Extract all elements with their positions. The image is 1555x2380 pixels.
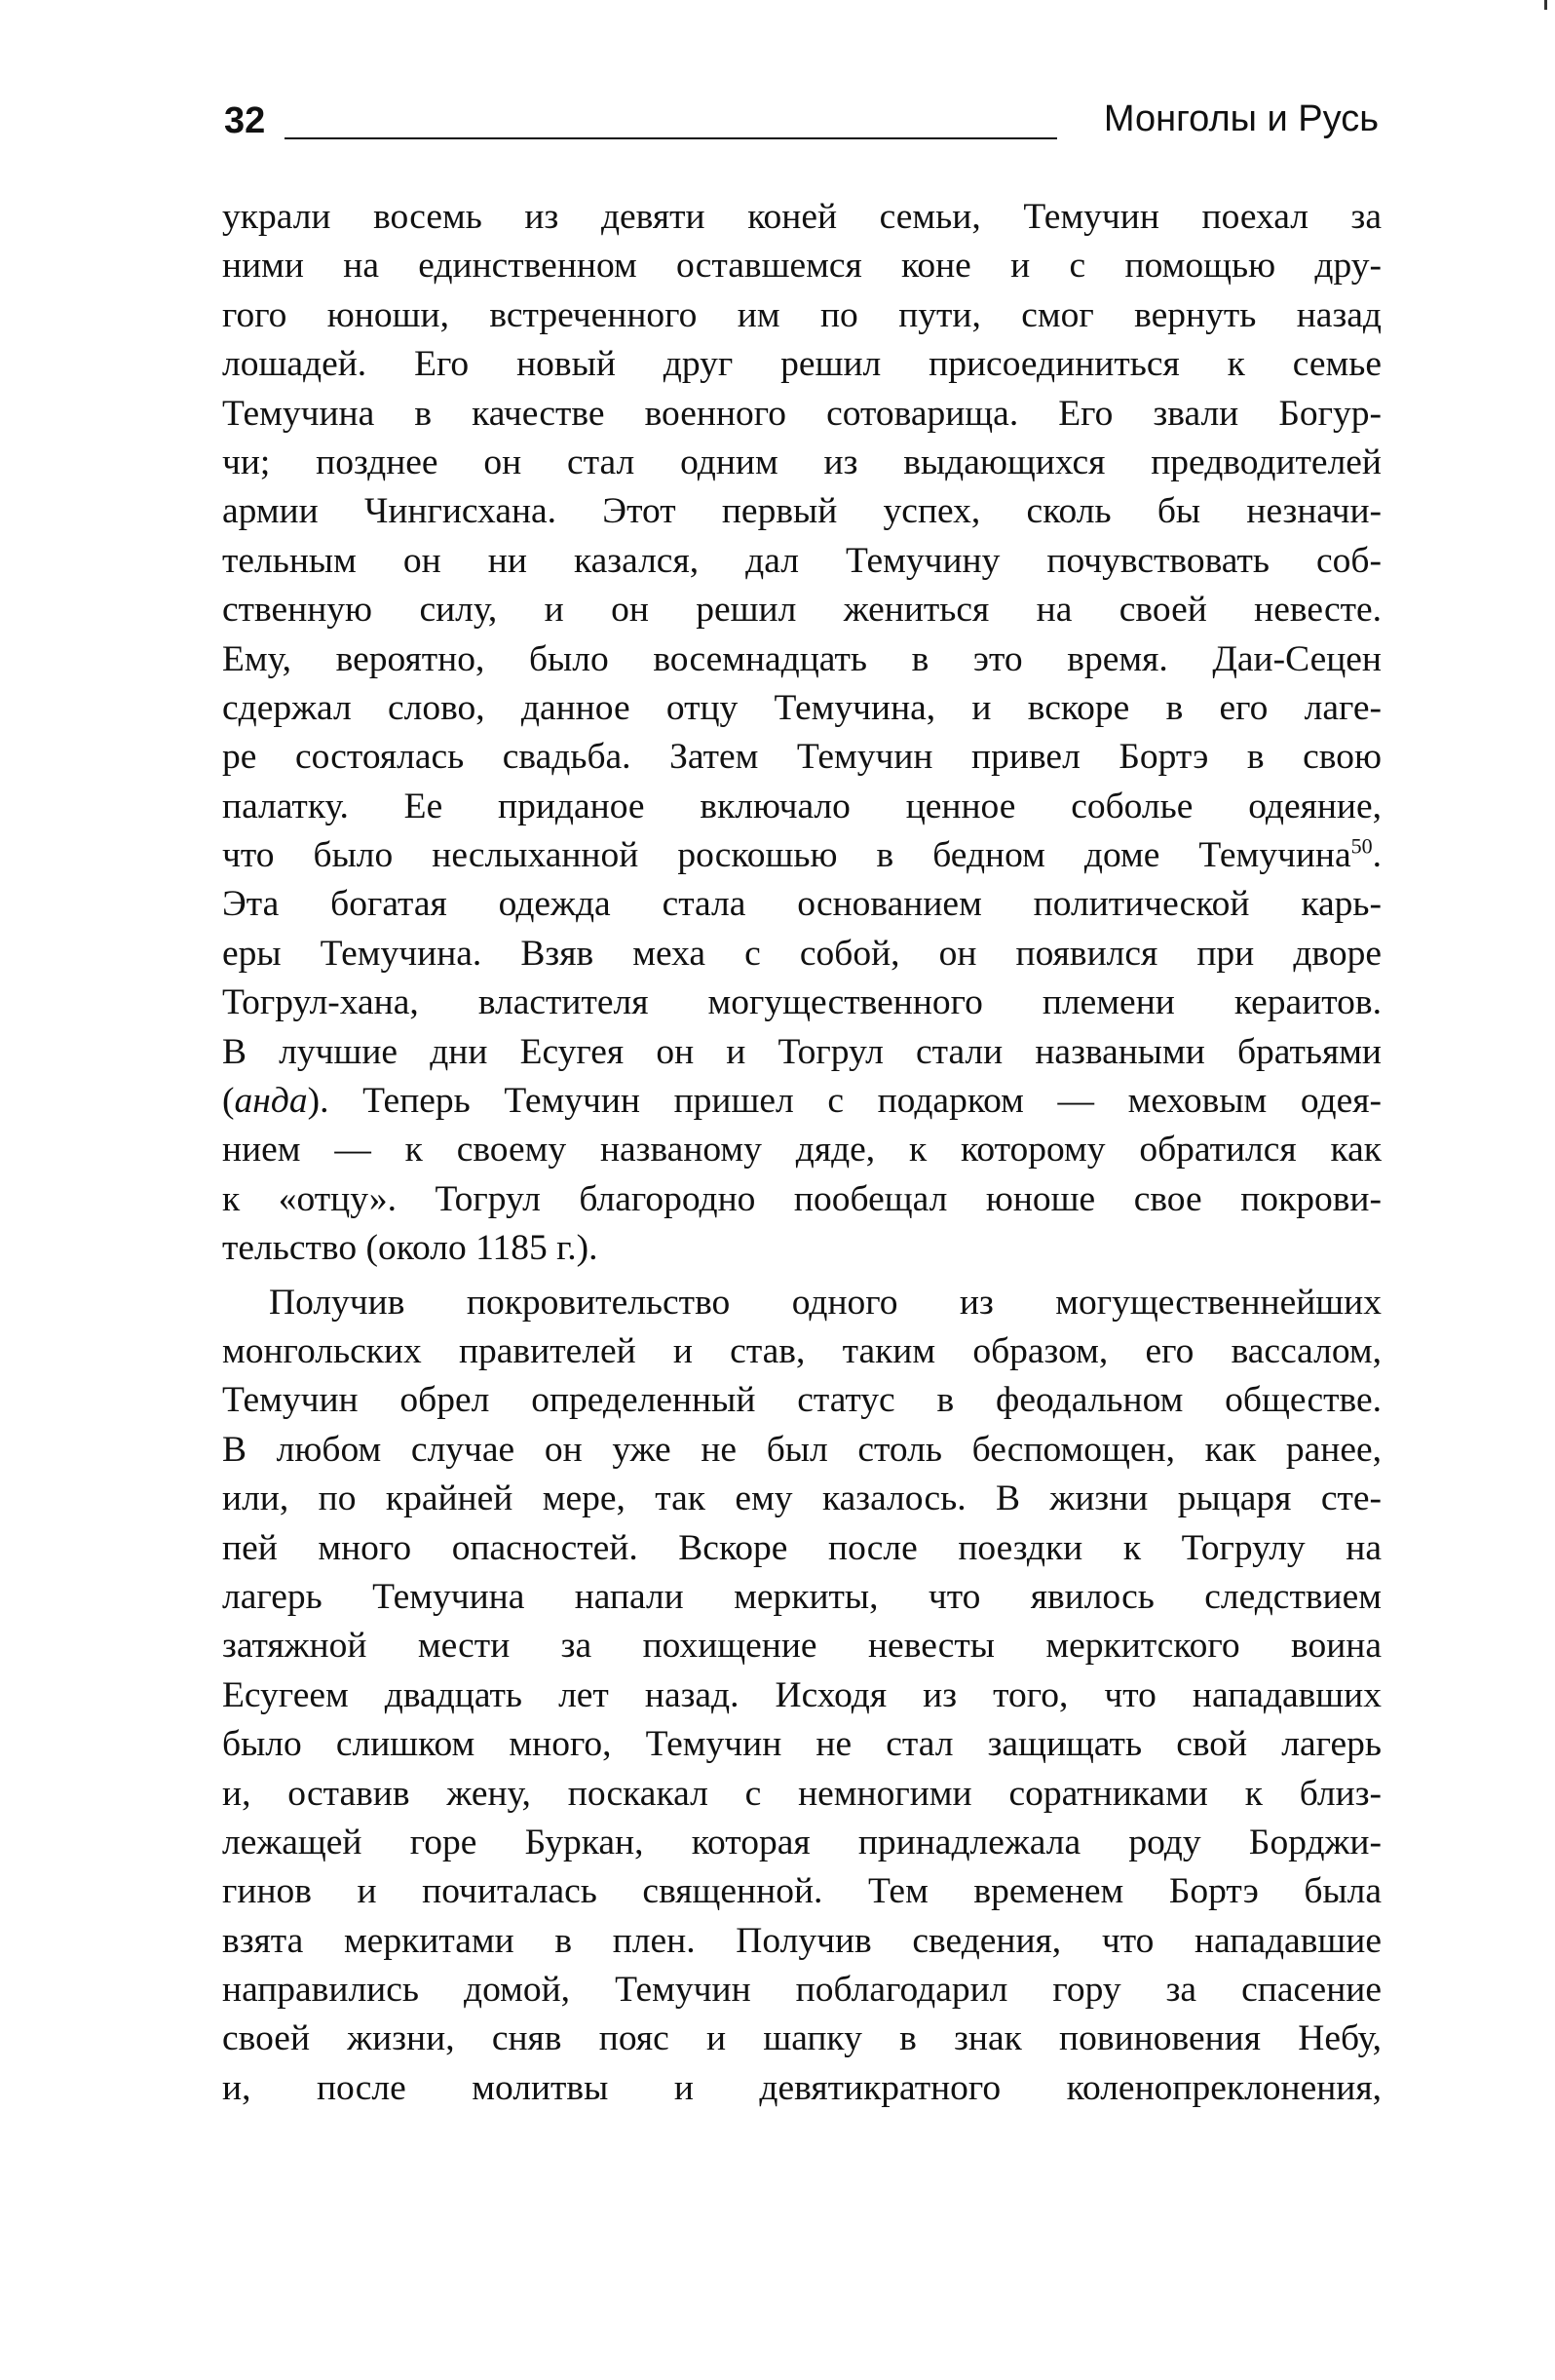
text-line: армии Чингисхана. Этот первый успех, сколь бы незначи- (222, 491, 1382, 532)
text-line-with-italic (222, 1077, 1382, 1126)
page-number: 32 (224, 100, 266, 141)
text-line: гинов и почиталась священной. Тем временем Бортэ была (222, 1871, 1382, 1912)
text-line: лошадей. Его новый друг решил присоединиться к семье (222, 344, 1382, 385)
text-line: нием — к своему названому дяде, к которому обратился как (222, 1130, 1382, 1171)
text-line: взята меркитами в плен. Получив сведения, что нападавшие (222, 1920, 1382, 1961)
running-title: Монголы и Русь (1103, 98, 1379, 139)
line-period: . (1372, 835, 1382, 876)
text-line: или, по крайней мере, так ему казалось. В жизни рыцаря сте- (222, 1478, 1382, 1519)
body-text (222, 193, 1382, 2113)
text-line: Темучин обрел определенный статус в феодальном обществе. (222, 1380, 1382, 1421)
text-line: было слишком много, Темучин не стал защищать свой лагерь (222, 1724, 1382, 1765)
text-line: В лучшие дни Есугея он и Тогрул стали назваными братьями (222, 1031, 1382, 1072)
header-rule (284, 137, 1057, 139)
text-line: ственную силу, и он решил жениться на своей невесте. (222, 590, 1382, 631)
footnote-reference[interactable]: 50 (1350, 833, 1373, 859)
text-line: Эта богатая одежда стала основанием политической карь- (222, 884, 1382, 925)
text-line: и, после молитвы и девятикратного коленопреклонения, (222, 2067, 1382, 2108)
text-line: и, оставив жену, поскакал с немногими соратниками к близ- (222, 1773, 1382, 1814)
text-line: гого юноши, встреченного им по пути, смог вернуть назад (222, 294, 1382, 335)
text-line: чи; позднее он стал одним из выдающихся предводителей (222, 441, 1382, 482)
text-line: ре состоялась свадьба. Затем Темучин привел Бортэ в свою (222, 737, 1382, 778)
text-line-part: ). Теперь Темучин пришел с подарком — меховым одея- (307, 1081, 1382, 1122)
text-line: направились домой, Темучин поблагодарил гору за спасение (222, 1970, 1382, 2011)
paragraph-1 (222, 193, 1382, 1274)
text-line: затяжной мести за похищение невесты меркитского воина (222, 1626, 1382, 1667)
text-line-with-footnote (222, 831, 1382, 880)
text-line: тельство (около 1185 г.). (222, 1228, 598, 1269)
text-line: еры Темучина. Взяв меха с собой, он появился при дворе (222, 933, 1382, 974)
page-header (224, 97, 1379, 156)
text-line: к «отцу». Тогрул благородно пообещал юноше свое покрови- (222, 1178, 1382, 1219)
text-line: Темучина в качестве военного сотоварища. Его звали Богур- (222, 393, 1382, 434)
text-line: Есугеем двадцать лет назад. Исходя из того, что нападавших (222, 1674, 1382, 1715)
text-line: Тогрул-хана, властителя могущественного племени кераитов. (222, 982, 1382, 1023)
open-paren: ( (222, 1081, 235, 1122)
text-line: тельным он ни казался, дал Темучину почувствовать соб- (222, 540, 1382, 581)
text-line: В любом случае он уже не был столь беспомощен, как ранее, (222, 1429, 1382, 1470)
italic-term-anda: анда (234, 1081, 308, 1122)
text-line: лежащей горе Буркан, которая принадлежала роду Борджи- (222, 1822, 1382, 1862)
text-line: монгольских правителей и став, таким образом, его вассалом, (222, 1330, 1382, 1371)
text-line-part: что было неслыханной роскошью в бедном доме Темучина (222, 835, 1351, 876)
text-line: лагерь Темучина напали меркиты, что явилось следствием (222, 1576, 1382, 1617)
paragraph-2 (222, 1279, 1382, 2114)
text-line: пей много опасностей. Вскоре после поездки к Тогрулу на (222, 1527, 1382, 1568)
scan-mark (1544, 0, 1547, 10)
text-line: Ему, вероятно, было восемнадцать в это время. Даи-Сецен (222, 638, 1382, 679)
text-line: ними на единственном оставшемся коне и с помощью дру- (222, 246, 1382, 287)
text-line: своей жизни, сняв пояс и шапку в знак повиновения Небу, (222, 2018, 1382, 2059)
text-line: Получив покровительство одного из могущественнейших (269, 1282, 1382, 1323)
text-line: сдержал слово, данное отцу Темучина, и вскоре в его лаге- (222, 687, 1382, 728)
text-line: украли восемь из девяти коней семьи, Темучин поехал за (222, 197, 1382, 237)
text-line: палатку. Ее приданое включало ценное соболье одеяние, (222, 786, 1382, 826)
